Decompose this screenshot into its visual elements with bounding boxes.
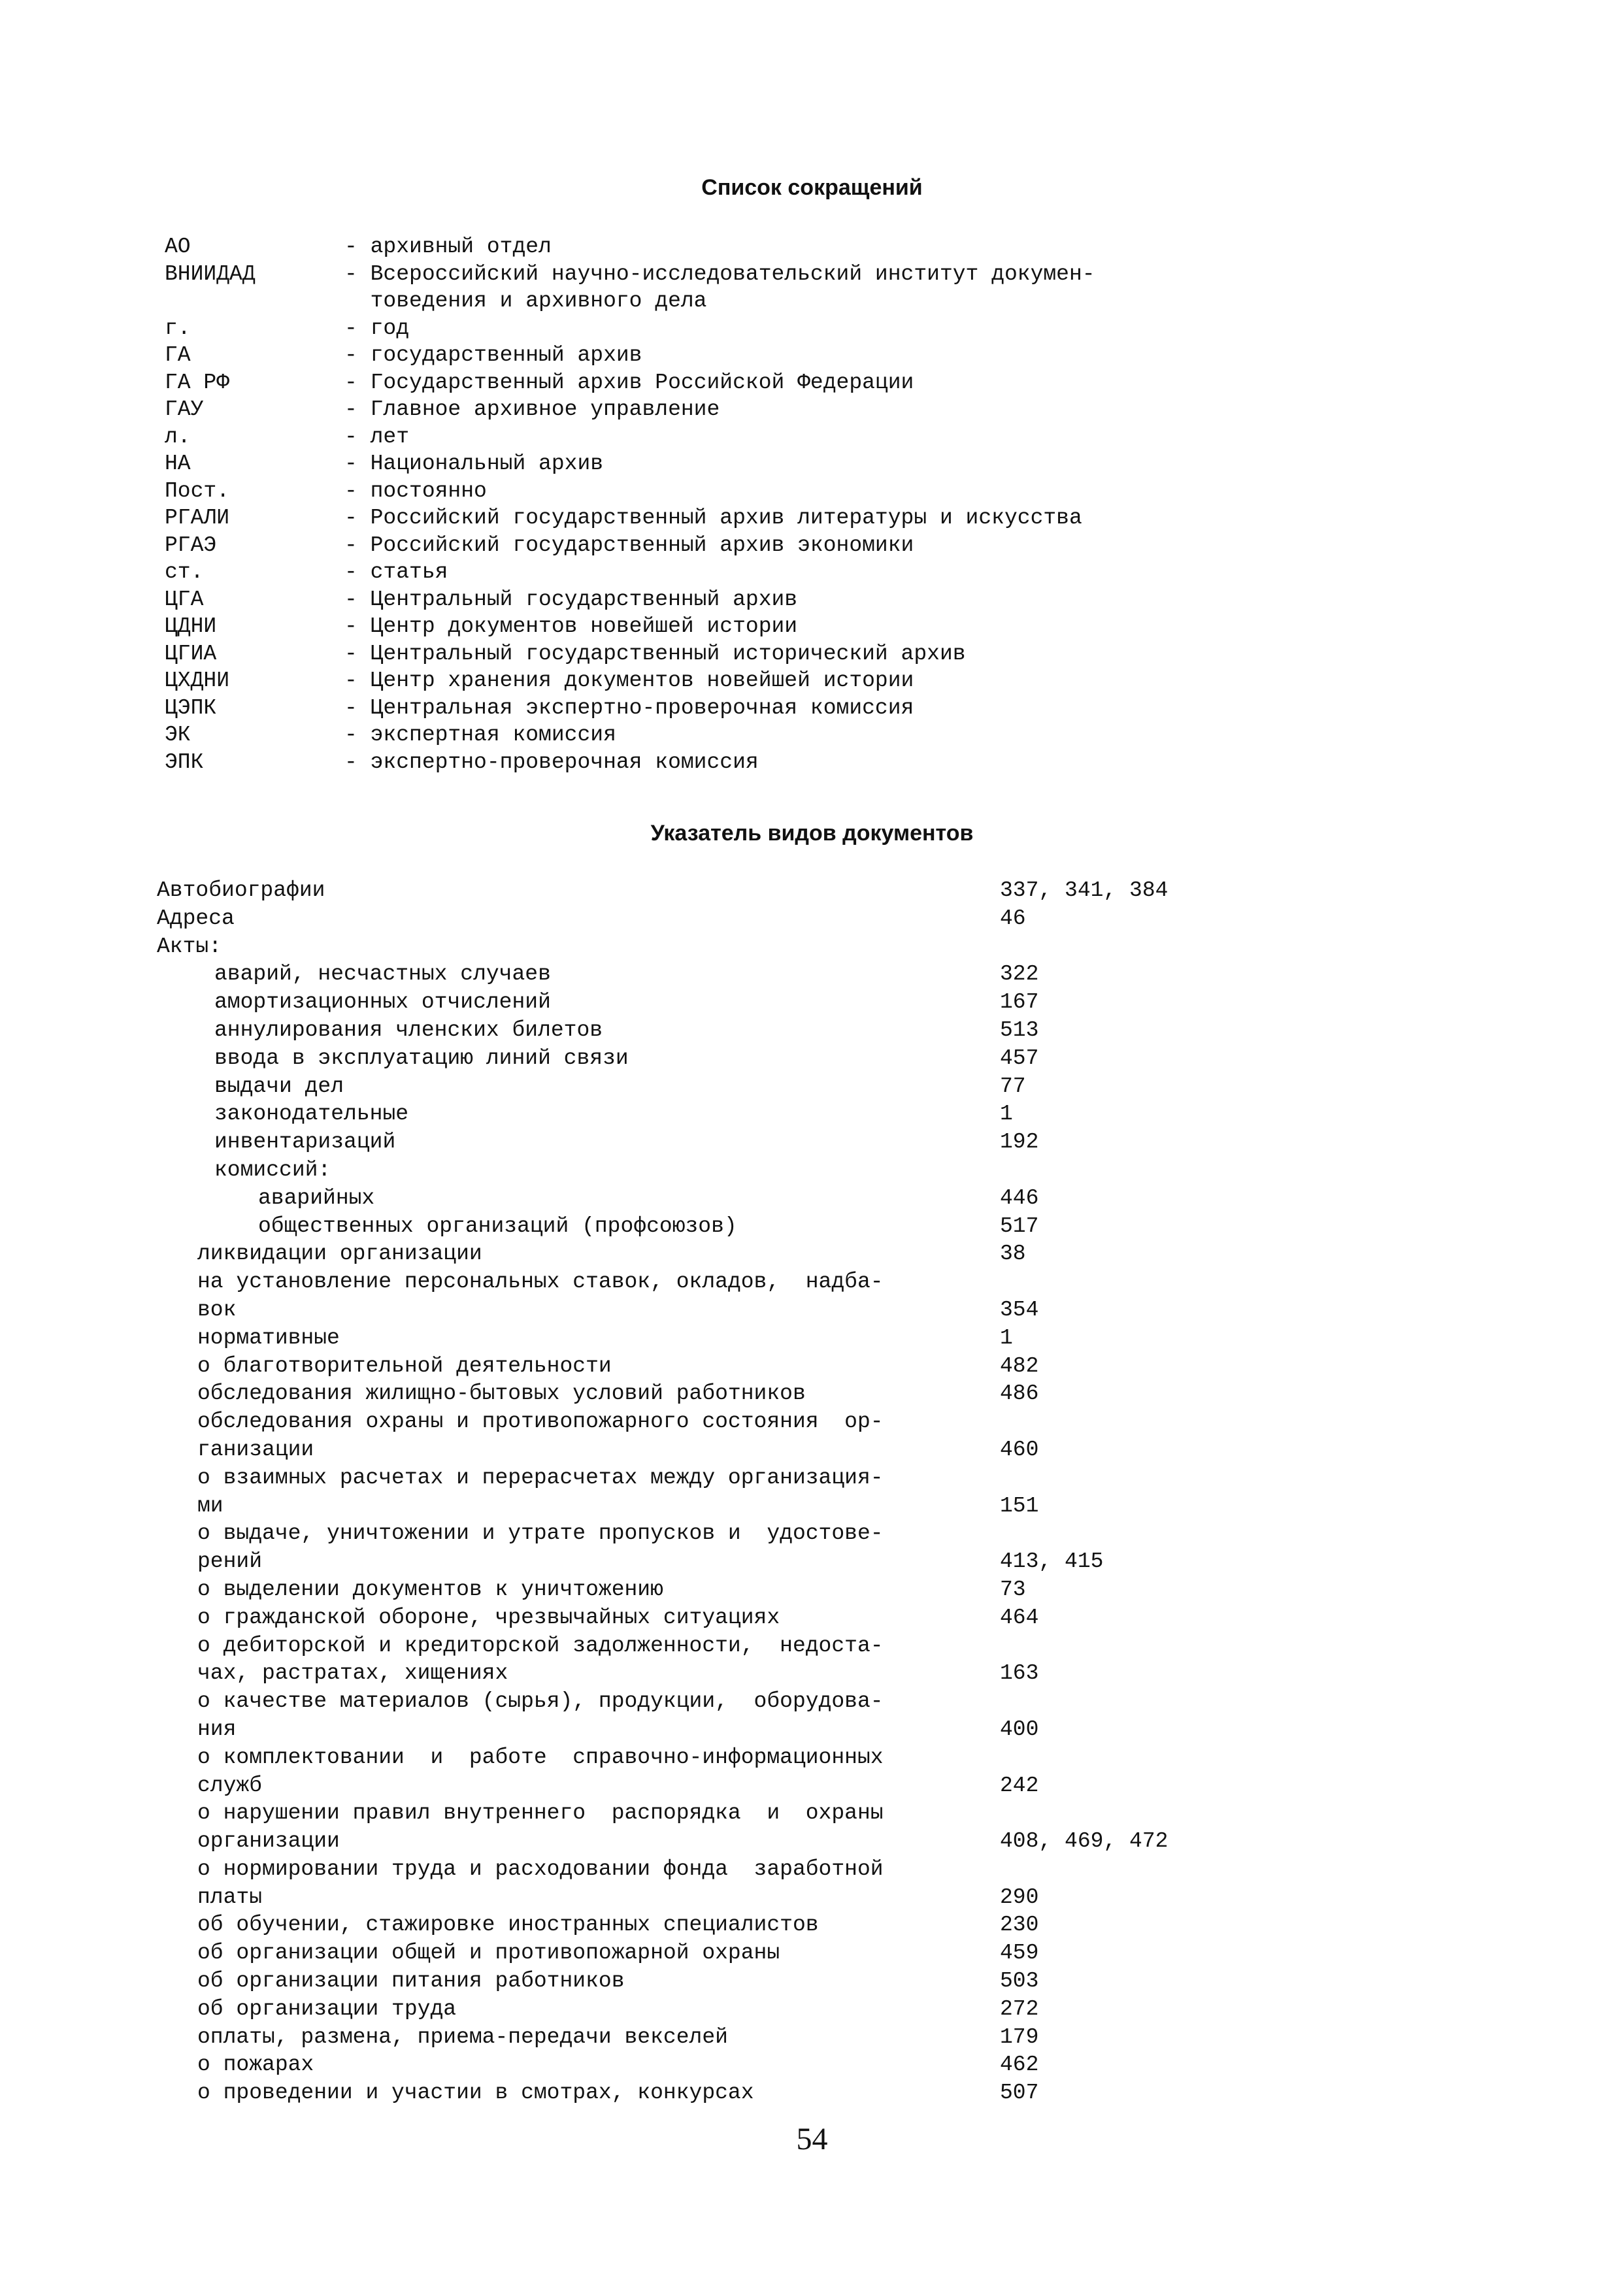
abbreviation-entry [165, 532, 1276, 559]
index-entry [157, 1325, 1399, 1353]
index-term: о благотворительной деятельности [197, 1353, 612, 1378]
index-page-refs: 290 [1000, 1885, 1039, 1909]
abbreviation-entry [165, 450, 1276, 478]
index-page-refs: 460 [1000, 1437, 1039, 1462]
index-entry [157, 905, 1399, 933]
abbreviation-code: АО [165, 235, 191, 259]
abbreviation-entry [165, 640, 1276, 668]
index-page-refs: 482 [1000, 1353, 1039, 1378]
abbreviation-definition-line: - экспертная комиссия [344, 723, 616, 747]
abbreviation-definition-line: - Центр документов новейшей истории [344, 614, 798, 638]
index-page-refs: 513 [1000, 1017, 1039, 1042]
abbreviation-entry [165, 504, 1276, 532]
abbreviation-definition [344, 721, 616, 749]
index-term: чах, растратах, хищениях [197, 1661, 508, 1686]
index-term: платы [197, 1885, 263, 1909]
index-entry [157, 1408, 1399, 1436]
index-entry [157, 1716, 1399, 1744]
abbreviation-definition-line: - Национальный архив [344, 452, 604, 476]
index-term: аварийных [258, 1185, 375, 1210]
abbreviation-code: ГА РФ [165, 370, 230, 395]
abbreviation-entry [165, 559, 1276, 586]
index-entry [157, 877, 1399, 905]
abbreviation-entry [165, 396, 1276, 423]
index-entry [157, 1576, 1399, 1604]
abbreviation-code: ЭК [165, 723, 191, 747]
index-term: общественных организаций (профсоюзов) [258, 1213, 737, 1238]
index-page-refs: 503 [1000, 1969, 1039, 1994]
abbreviation-entry [165, 749, 1276, 776]
abbreviation-definition [344, 233, 552, 261]
index-entry [157, 1772, 1399, 1800]
index-heading: Указатель видов документов [650, 821, 974, 846]
index-term: аварий, несчастных случаев [214, 962, 551, 987]
index-term: амортизационных отчислений [214, 990, 551, 1015]
index-entry [157, 1380, 1399, 1408]
index-entry [157, 961, 1399, 989]
abbreviation-definition [344, 586, 797, 614]
index-term: об обучении, стажировке иностранных специалистов [197, 1913, 819, 1938]
abbreviation-entry [165, 586, 1276, 614]
index-term: о проведении и участии в смотрах, конкурсах [197, 2081, 754, 2105]
index-page-refs: 408, 469, 472 [1000, 1829, 1168, 1854]
index-term: аннулирования членских билетов [214, 1017, 603, 1042]
index-page-refs: 322 [1000, 962, 1039, 987]
index-page-refs: 167 [1000, 990, 1039, 1015]
abbreviation-definition-line: - Российский государственный архив литературы и искусства [344, 506, 1082, 530]
index-entry [157, 1157, 1399, 1185]
index-term: о нормировании труда и расходовании фонда заработной [197, 1856, 884, 1881]
index-entry [157, 1100, 1399, 1129]
index-term: ганизации [197, 1437, 314, 1462]
index-term: о выделении документов к уничтожению [197, 1577, 663, 1602]
abbreviation-definition-line: - архивный отдел [344, 235, 552, 259]
index-entry [157, 1660, 1399, 1688]
index-entry [157, 989, 1399, 1017]
abbreviation-code: г. [165, 316, 191, 340]
abbreviation-definition-line: - постоянно [344, 478, 487, 503]
index-entry [157, 1688, 1399, 1716]
abbreviation-definition [344, 450, 603, 478]
index-page-refs: 46 [1000, 906, 1026, 931]
index-page-refs: 517 [1000, 1213, 1039, 1238]
index-entry [157, 2051, 1399, 2079]
abbreviation-definition [344, 504, 1082, 532]
index-entry [157, 1045, 1399, 1073]
index-term: выдачи дел [214, 1074, 344, 1098]
index-term: о качестве материалов (сырья), продукции, оборудова- [197, 1689, 884, 1714]
index-entry [157, 1353, 1399, 1381]
index-term: обследования охраны и противопожарного состояния ор- [197, 1410, 884, 1434]
index-entry [157, 1856, 1399, 1884]
index-term: служб [197, 1773, 263, 1798]
abbreviation-definition [344, 749, 759, 776]
abbreviation-definition-line: - Главное архивное управление [344, 397, 720, 421]
abbreviation-entry [165, 695, 1276, 722]
abbreviation-definition [344, 559, 448, 586]
index-term: законодательные [214, 1102, 409, 1127]
index-entry [157, 1493, 1399, 1521]
index-term: ввода в эксплуатацию линий связи [214, 1046, 629, 1070]
index-page-refs: 457 [1000, 1046, 1039, 1070]
abbreviation-definition [344, 315, 409, 342]
abbreviation-definition [344, 667, 914, 695]
abbreviations-heading: Список сокращений [701, 175, 923, 200]
index-page-refs: 462 [1000, 2053, 1039, 2077]
index-term: Адреса [157, 906, 235, 931]
abbreviation-entry [165, 613, 1276, 640]
index-entry [157, 1213, 1399, 1241]
abbreviation-code: ЦХДНИ [165, 668, 230, 693]
index-term: о комплектовании и работе справочно-информационных [197, 1745, 884, 1770]
abbreviation-code: РГАЛИ [165, 506, 230, 530]
abbreviation-definition-line: товедения и архивного дела [344, 289, 707, 313]
index-entry [157, 2079, 1399, 2107]
index-entry [157, 1185, 1399, 1213]
index-term: Акты: [157, 934, 222, 959]
abbreviation-code: л. [165, 424, 191, 449]
index-entry [157, 1520, 1399, 1548]
abbreviation-entry [165, 667, 1276, 695]
index-entry [157, 1911, 1399, 1939]
index-entry [157, 2024, 1399, 2052]
abbreviation-definition-line: - год [344, 316, 410, 340]
index-term: о нарушении правил внутреннего распорядка и охраны [197, 1801, 884, 1826]
index-page-refs: 400 [1000, 1717, 1039, 1741]
index-entry [157, 1939, 1399, 1968]
abbreviation-code: Пост. [165, 478, 230, 503]
index-page-refs: 446 [1000, 1185, 1039, 1210]
index-entry [157, 1968, 1399, 1996]
index-page-refs: 507 [1000, 2081, 1039, 2105]
abbreviation-entry [165, 369, 1276, 397]
index-page-refs: 73 [1000, 1577, 1026, 1602]
index-page-refs: 1 [1000, 1102, 1013, 1127]
abbreviation-definition-line: - Российский государственный архив экономики [344, 533, 914, 557]
index-entry [157, 1436, 1399, 1464]
index-entry [157, 1240, 1399, 1268]
index-term: вок [197, 1297, 237, 1322]
index-entry [157, 1017, 1399, 1045]
index-term: о взаимных расчетах и перерасчетах между организация- [197, 1465, 884, 1490]
abbreviation-entry [165, 261, 1276, 315]
abbreviation-entry [165, 478, 1276, 505]
index-term: оплаты, размена, приема-передачи векселей [197, 2024, 728, 2049]
abbreviation-definition-line: - Центральный государственный архив [344, 587, 798, 612]
abbreviation-code: ГА [165, 343, 191, 367]
index-page-refs: 163 [1000, 1661, 1039, 1686]
abbreviation-definition-line: - статья [344, 560, 448, 584]
abbreviation-code: НА [165, 452, 191, 476]
index-page-refs: 230 [1000, 1913, 1039, 1938]
index-page-refs: 1 [1000, 1325, 1013, 1350]
index-page-refs: 486 [1000, 1381, 1039, 1406]
index-term: организации [197, 1829, 340, 1854]
abbreviation-entry [165, 233, 1276, 261]
index-term: о гражданской обороне, чрезвычайных ситуациях [197, 1605, 780, 1630]
index-page-refs: 337, 341, 384 [1000, 878, 1168, 902]
abbreviation-definition-line: - Центральная экспертно-проверочная комиссия [344, 695, 914, 720]
index-page-refs: 464 [1000, 1605, 1039, 1630]
index-entry [157, 1828, 1399, 1856]
abbreviation-definition [344, 695, 914, 722]
abbreviation-code: ГАУ [165, 397, 204, 421]
index-entry [157, 933, 1399, 961]
abbreviation-definition-line: - Государственный архив Российской Федерации [344, 370, 914, 395]
abbreviation-definition-line: - государственный архив [344, 343, 642, 367]
abbreviation-definition-line: - экспертно-проверочная комиссия [344, 750, 759, 774]
index-page-refs: 179 [1000, 2024, 1039, 2049]
index-term: инвентаризаций [214, 1130, 396, 1155]
index-term: ми [197, 1493, 224, 1518]
index-term: ликвидации организации [197, 1242, 482, 1266]
abbreviation-definition [344, 342, 642, 369]
index-entry [157, 1296, 1399, 1325]
abbreviation-code: ст. [165, 560, 204, 584]
abbreviation-entry [165, 721, 1276, 749]
index-entry [157, 1744, 1399, 1772]
index-entry [157, 1884, 1399, 1912]
index-term: о выдаче, уничтожении и утрате пропусков и удостове- [197, 1521, 884, 1546]
index-entry [157, 1800, 1399, 1828]
abbreviation-definition [344, 532, 914, 559]
index-entry [157, 1464, 1399, 1493]
index-entry [157, 1129, 1399, 1157]
index-term: об организации питания работников [197, 1969, 625, 1994]
index-page-refs: 77 [1000, 1074, 1026, 1098]
abbreviation-definition [344, 640, 966, 668]
index-entry [157, 1632, 1399, 1660]
index-page-refs: 459 [1000, 1941, 1039, 1966]
abbreviation-definition-line: - Всероссийский научно-исследовательский институт докумен- [344, 261, 1095, 286]
abbreviation-code: ЦГИА [165, 641, 217, 666]
index-term: о пожарах [197, 2053, 314, 2077]
abbreviation-code: РГАЭ [165, 533, 217, 557]
abbreviation-definition [344, 478, 487, 505]
abbreviation-definition-line: - Центральный государственный исторический архив [344, 641, 966, 666]
index-term: Автобиографии [157, 878, 325, 902]
document-types-index [157, 877, 1399, 2107]
index-term: рений [197, 1549, 263, 1574]
index-page-refs: 192 [1000, 1130, 1039, 1155]
abbreviation-entry [165, 342, 1276, 369]
index-term: о дебиторской и кредиторской задолженности, недоста- [197, 1633, 884, 1658]
index-entry [157, 1996, 1399, 2024]
abbreviation-definition [344, 613, 797, 640]
index-page-refs: 413, 415 [1000, 1549, 1104, 1574]
index-term: нормативные [197, 1325, 340, 1350]
index-page-refs: 272 [1000, 1996, 1039, 2021]
index-term: об организации труда [197, 1996, 457, 2021]
page-number: 54 [796, 2122, 828, 2156]
abbreviation-definition [344, 423, 409, 451]
index-entry [157, 1268, 1399, 1296]
abbreviation-definition [344, 396, 720, 423]
index-page-refs: 151 [1000, 1493, 1039, 1518]
abbreviation-definition-line: - Центр хранения документов новейшей истории [344, 668, 914, 693]
abbreviation-entry [165, 423, 1276, 451]
abbreviation-code: ВНИИДАД [165, 261, 256, 286]
abbreviation-code: ЦГА [165, 587, 204, 612]
index-term: комиссий: [214, 1157, 331, 1182]
abbreviation-definition-line: - лет [344, 424, 410, 449]
abbreviation-definition [344, 261, 1095, 315]
index-term: обследования жилищно-бытовых условий работников [197, 1381, 806, 1406]
index-entry [157, 1604, 1399, 1632]
abbreviation-entry [165, 315, 1276, 342]
abbreviation-definition [344, 369, 914, 397]
abbreviation-code: ЦЭПК [165, 695, 217, 720]
index-page-refs: 242 [1000, 1773, 1039, 1798]
index-entry [157, 1073, 1399, 1101]
abbreviation-code: ЦДНИ [165, 614, 217, 638]
index-entry [157, 1548, 1399, 1576]
index-term: на установление персональных ставок, окладов, надба- [197, 1270, 884, 1295]
index-page-refs: 354 [1000, 1297, 1039, 1322]
abbreviations-list [165, 233, 1276, 776]
index-page-refs: 38 [1000, 1242, 1026, 1266]
index-term: об организации общей и противопожарной охраны [197, 1941, 780, 1966]
abbreviation-code: ЭПК [165, 750, 204, 774]
index-term: ния [197, 1717, 237, 1741]
